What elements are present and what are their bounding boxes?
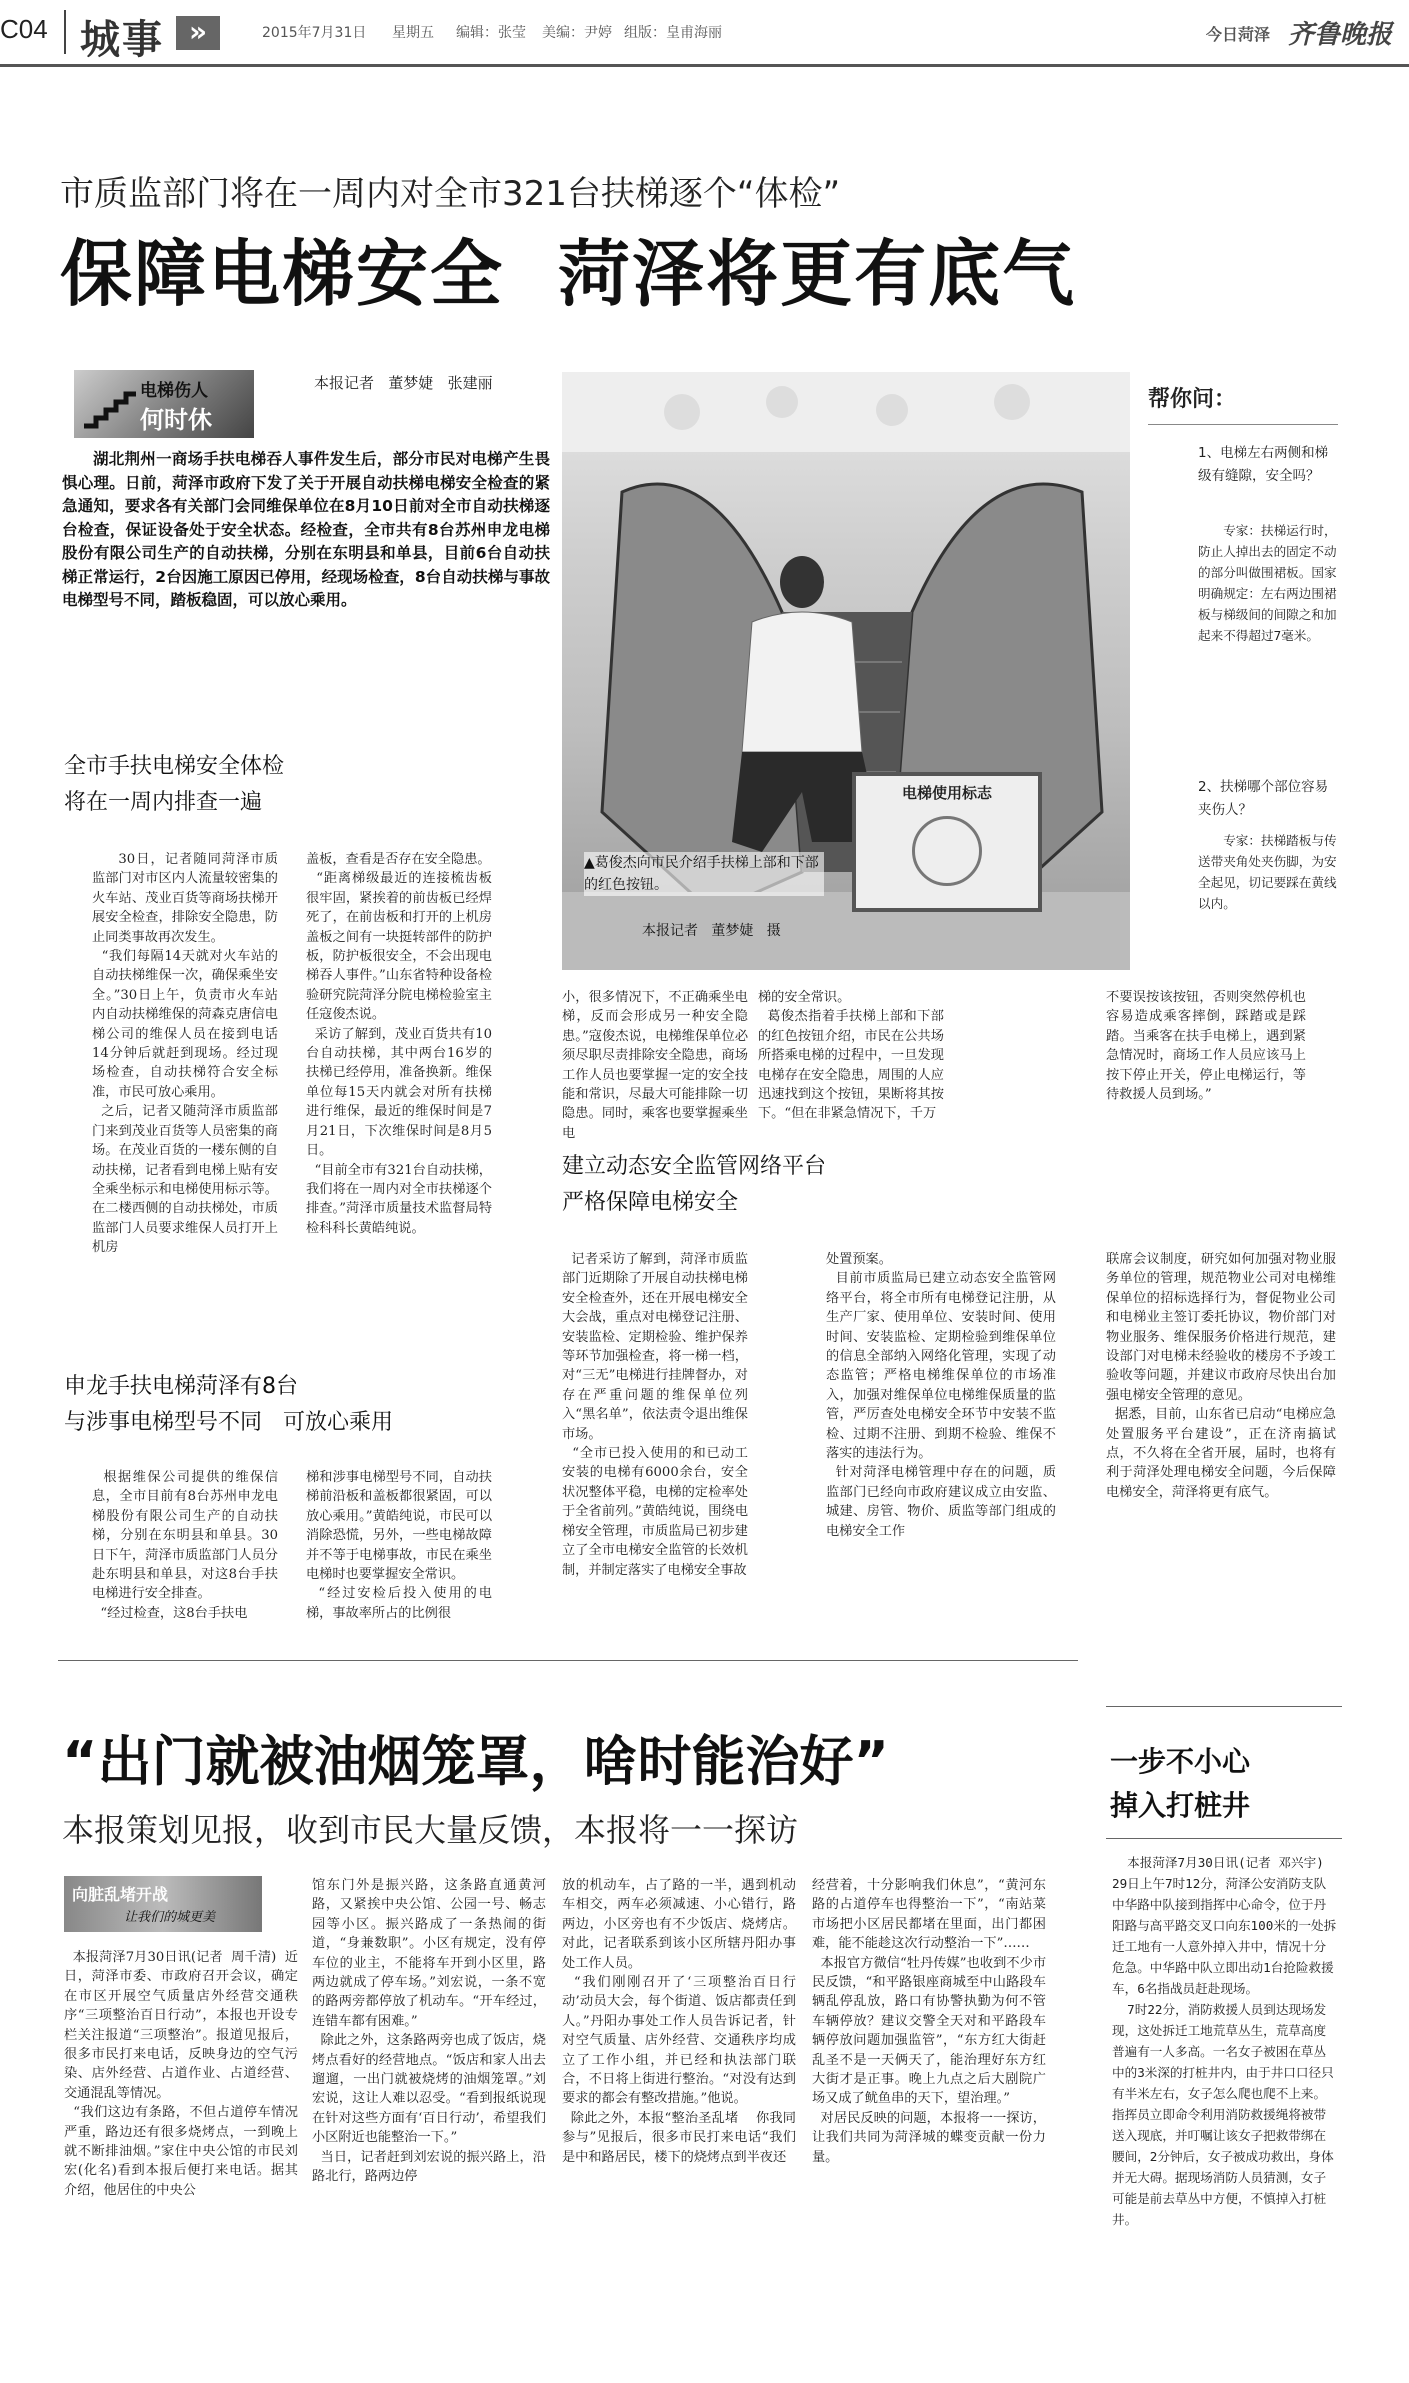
sidebar-title: 帮你问： bbox=[1148, 387, 1237, 412]
story2-headline: “出门就被油烟笼罩，啥时能治好” bbox=[62, 1730, 889, 1793]
story1-headline: 保障电梯安全 菏泽将更有底气 bbox=[60, 232, 1077, 316]
story2-col1: 本报菏泽7月30日讯(记者 周千清) 近日，菏泽市委、市政府召开会议，确定在市区开展空气质量店外经营交通秩序“三项整治百日行动”，本报也开设专栏关注报道“三项整治”。报道见报后，很多市民打来电话，反映身边的空气污染、店外经营、占道作业、占道经营、交通混乱等情况。 “我们这边有条路，不但占道停车情况严重，路边还有很多烧烤点，一到晚上就不断排油烟。”家住中央公馆的市民刘宏(化名)看到本报后便打来电话。据其介绍，他居住的中央公 bbox=[64, 1950, 298, 2198]
escalator-icon bbox=[82, 376, 138, 432]
sidebar-q2: 2、扶梯哪个部位容易夹伤人？ bbox=[1198, 779, 1329, 818]
header-weekday: 星期五 bbox=[392, 25, 434, 41]
campaign-logo-sub: 让我们的城更美 bbox=[124, 1910, 216, 1925]
subhead-2-line1: 申龙手扶电梯菏泽有8台 bbox=[64, 1374, 298, 1399]
subhead-3-line2: 严格保障电梯安全 bbox=[562, 1190, 739, 1215]
story1-col1-a: 30日，记者随同菏泽市质监部门对市区内人流量较密集的火车站、茂业百货等商场扶梯开展安全检查，排除安全隐患，防止同类事故再次发生。 “我们每隔14天就对火车站的自动扶梯维保一次，确保乘坐安全。”30日上午，负责市火车站内自动扶梯维保的菏森克唐信电梯公司的维保人员在接到电话14分钟后就赶到现场。经过现场检查，自动扶梯符合安全标准，市民可放心乘用。 之后，记者又随菏泽市质监部门来到茂业百货等人员密集的商场。在茂业百货的一楼东侧的自动扶梯，记者看到电梯上贴有安全乘坐标示和电梯使用标示等。在二楼西侧的自动扶梯处，市质监部门人员要求维保人员打开上机房 bbox=[92, 852, 278, 1256]
section-chevron-icon: » bbox=[176, 16, 220, 50]
escalator-photo bbox=[562, 372, 1130, 970]
page-header bbox=[0, 0, 1409, 68]
photo-caption: ▲葛俊杰向市民介绍手扶梯上部和下部的红色按钮。 bbox=[584, 852, 824, 896]
sign-plaque-photo bbox=[852, 772, 1042, 912]
story3-headline-line2: 掉入打桩井 bbox=[1110, 1789, 1251, 1822]
story1-col2-b: 梯和涉事电梯型号不同，自动扶梯前沿板和盖板都很紧固，可以放心乘用。”黄皓纯说，市民可以消除恐慌，另外，一些电梯故障并不等于电梯事故，市民在乘坐电梯时也要掌握安全常识。 “经过安检后投入使用的电梯，事故率所占的比例很 bbox=[306, 1470, 492, 1621]
story2-col3: 放的机动车，占了路的一半，遇到机动车相交，两车必须减速、小心错行，路两边，小区旁也有不少饭店、烧烤店。对此，记者联系到该小区所辖丹阳办事处工作人员。 “我们刚刚召开了‘三项整治百日行动’动员大会，每个街道、饭店都责任到人。”丹阳办事处工作人员告诉记者，针对空气质量、店外经营、交通秩序均成立了工作小组，并已经和执法部门联合，不日将上街进行整治。“对没有达到要求的都会有整改措施。”他说。 除此之外，本报“整治圣乱堵 你我同参与”见报后，很多市民打来电话“我们是中和路居民，楼下的烧烤点到半夜还 bbox=[562, 1878, 796, 2165]
sidebar-ask bbox=[1148, 380, 1338, 920]
header-rule bbox=[0, 64, 1409, 67]
campaign-logo-text: 向脏乱堵开战 bbox=[72, 1885, 169, 1904]
page-number: C04 bbox=[0, 14, 48, 44]
section-title: 城事 bbox=[80, 17, 164, 63]
page-number-divider bbox=[64, 10, 66, 54]
photo-credit: 本报记者 董梦婕 摄 bbox=[642, 923, 781, 939]
story2-col2: 馆东门外是振兴路，这条路直通黄河路，又紧挨中央公馆、公园一号、畅志园等小区。振兴路成了一条热闹的街道，“身兼数职”。小区有规定，没有停车位的业主，不能将车开到小区里，路两边就成了停车场。”刘宏说，一条不宽的路两旁都停放了机动车。“开车经过，连错车都有困难。” 除此之外，这条路两旁也成了饭店，烧烤点看好的经营地点。“饭店和家人出去遛遛，一出门就被烧烤的油烟笼罩。”刘宏说，这让人难以忍受。“看到报纸说现在针对这些方面有‘百日行动’，希望我们小区附近也能整治一下。” 当日，记者赶到刘宏说的振兴路上，沿路北行，路两边停 bbox=[312, 1878, 546, 2185]
header-art: 美编：尹婷 bbox=[542, 25, 612, 41]
subhead-1-line1: 全市手扶电梯安全体检 bbox=[64, 754, 285, 779]
story1-col3-a: 小，很多情况下，不正确乘坐电梯，反而会形成另一种安全隐患。”寇俊杰说，电梯维保单位必须尽职尽责排除安全隐患，商场工作人员也要掌握一定的安全技能和常识，尽最大可能排除一切隐患。同时，乘客也要掌握乘坐电 bbox=[562, 990, 748, 1141]
story1-col3-b: 记者采访了解到，菏泽市质监部门近期除了开展自动扶梯电梯安全检查外，还在开展电梯安全大会战，重点对电梯登记注册、安装监检、定期检验、维护保养等环节加强检查，将一梯一档，对“三无”电梯进行挂牌督办，对存在严重问题的维保单位列入“黑名单”，依法责令退出维保市场。 “全市已投入使用的和已动工安装的电梯有6000余台，安全状况整体平稳，电梯的定检率处于全省前列。”黄皓纯说，围绕电梯安全管理，市质监局已初步建立了全市电梯安全监管的长效机制，并制定落实了电梯安全事故 bbox=[562, 1252, 748, 1578]
story1-col4-b: 处置预案。 目前市质监局已建立动态安全监管网络平台，将全市所有电梯登记注册，从生产厂家、使用单位、安装时间、使用时间、安装监检、定期检验到维保单位的信息全部纳入网络化管理，实现了动态监管；严格电梯维保单位的市场准入，加强对维保单位电梯维保质量的监管，严厉查处电梯安全环节中安装不监检、过期不注册、到期不检验、维保不落实的违法行为。 针对菏泽电梯管理中存在的问题，质监部门已经向市政府建议成立由安监、城建、房管、物价、质监等部门组成的电梯安全工作 bbox=[826, 1252, 1057, 1539]
sign-plaque-seal bbox=[912, 816, 982, 886]
tag-line1: 电梯伤人 bbox=[140, 381, 208, 401]
story1-lead: 湖北荆州一商场手扶电梯吞人事件发生后，部分市民对电梯产生畏惧心理。日前，菏泽市政府下发了关于开展自动扶梯电梯安全检查的紧急通知，要求各有关部门会同维保单位在8月10日前对全市自动扶梯逐台检查，保证设备处于安全状态。经检查，全市共有8台苏州申龙电梯股份有限公司生产的自动扶梯，分别在东明县和单县，目前6台自动扶梯正常运行，2台因施工原因已停用，经现场检查，8台自动扶梯与事故电梯型号不同，踏板稳固，可以放心乘用。 bbox=[62, 450, 550, 609]
story3-body: 本报菏泽7月30日讯(记者 邓兴宇) 29日上午7时12分，菏泽公安消防支队中华路中队接到指挥中心命令，位于丹阳路与高平路交叉口向东100米的一处拆迁工地有一人意外掉入井中，情况十分危急。中华路中队立即出动1台抢险救援车，6名指战员赶赴现场。 7时22分，消防救援人员到达现场发现，这处拆迁工地荒草丛生，荒草高度普遍有一人多高。一名女子被困在草丛中的3米深的打桩井内，由于井口口径只有半米左右，女子怎么爬也爬不上来。指挥员立即命令利用消防救援绳将被带送入现底，并叮嘱让该女子把救带绑在腰间，2分钟后，女子被成功救出，身体并无大碍。据现场消防人员猜测，女子可能是前去草丛中方便，不慎掉入打桩井。 bbox=[1112, 1855, 1337, 2227]
header-editor: 编辑：张莹 bbox=[456, 25, 526, 41]
subhead-1-line2: 将在一周内排查一遍 bbox=[64, 790, 263, 815]
story1-byline: 本报记者 董梦婕 张建丽 bbox=[314, 374, 493, 392]
header-proof: 组版：皇甫海丽 bbox=[624, 25, 722, 41]
story1-col5-a: 不要误按该按钮，否则突然停机也容易造成乘客摔倒，踩踏或是踩踏。当乘客在扶手电梯上，遇到紧急情况时，商场工作人员应该马上按下停止开关，停止电梯运行，等待救援人员到场。” bbox=[1106, 990, 1306, 1103]
campaign-logo bbox=[64, 1876, 262, 1932]
story1-col2-a: 盖板，查看是否存在安全隐患。 “距离梯级最近的连接梳齿板很牢固，紧挨着的前齿板已经焊死了，在前齿板和打开的上机房盖板之间有一块挺转部件的防护板，防护板很安全，不会出现电梯吞人事件。”山东省特种设备检验研究院菏泽分院电梯检验室主任寇俊杰说。 采访了解到，茂业百货共有10台自动扶梯，其中两台16岁的扶梯已经停用，准备换新。维保单位每15天内就会对所有扶梯进行维保，最近的维保时间是7月21日，下次维保时间是8月5日。 “目前全市有321台自动扶梯，我们将在一周内对全市扶梯逐个排查。”菏泽市质量技术监督局特检科科长黄皓纯说。 bbox=[306, 852, 493, 1236]
story1-col4-a: 梯的安全常识。 葛俊杰指着手扶梯上部和下部的红色按钮介绍，市民在公共场所搭乘电梯的过程中，一旦发现电梯存在安全隐患，周围的人应迅速找到这个按钮，果断将其按下。“但在非紧急情况下，千万 bbox=[758, 990, 944, 1122]
subhead-3-line1: 建立动态安全监管网络平台 bbox=[562, 1154, 827, 1179]
story2-col4: 经营着，十分影响我们休息”，“黄河东路的占道停车也得整治一下”，“南站菜市场把小区居民都堵在里面，出门都困难，能不能趁这次行动整治一下”…… 本报官方微信“牡丹传媒”也收到不少市民反馈，“和平路银座商城至中山路段车辆乱停乱放，路口有协警执勤为何不管车辆停放？建议交警全天对和平路段车辆停放问题加强监管”，“东方红大街赶乱圣不是一天俩天了，能治理好东方红大街才是正事。晚上九点之后大剧院广场又成了鱿鱼串的天下，望治理。” 对居民反映的问题，本报将一一探访，让我们共同为菏泽城的蝶变贡献一份力量。 bbox=[812, 1878, 1047, 2165]
story1-col1-b: 根据维保公司提供的维保信息，全市目前有8台苏州申龙电梯股份有限公司生产的自动扶梯，分别在东明县和单县。30日下午，菏泽市质监部门人员分赴东明县和单县，对这8台手扶电梯进行安全排查。 “经过检查，这8台手扶电 bbox=[92, 1470, 279, 1621]
story-divider bbox=[58, 1660, 1078, 1661]
header-date: 2015年7月31日 bbox=[262, 25, 367, 41]
sidebar-q1: 1、电梯左右两侧和梯级有缝隙，安全吗？ bbox=[1198, 445, 1329, 484]
newspaper-logo: 齐鲁晚报 bbox=[1288, 20, 1393, 50]
sign-plaque-title: 电梯使用标志 bbox=[901, 784, 992, 802]
story1-col5-b: 联席会议制度，研究如何加强对物业服务单位的管理，规范物业公司对电梯维保单位的招标选择行为，督促物业公司和电梯业主签订委托协议，物价部门对物业服务、维保服务价格进行规范，建设部门对电梯未经验收的楼房不予竣工验收等问题，并建议市政府尽快出台加强电梯安全管理的意见。 据悉，目前，山东省已启动“电梯应急处置服务平台建设”，正在济南搞试点，不久将在全省开展，届时，也将有利于菏泽处理电梯安全问题，今后保障电梯安全，菏泽将更有底气。 bbox=[1106, 1252, 1336, 1500]
story3-headline-rule bbox=[1106, 1838, 1342, 1839]
story1-tag-graphic bbox=[74, 370, 254, 438]
subhead-2-line2: 与涉事电梯型号不同 可放心乘用 bbox=[64, 1410, 393, 1435]
header-brand-small: 今日菏泽 bbox=[1206, 25, 1271, 44]
sidebar-title-rule bbox=[1148, 424, 1338, 425]
story3-headline-line1: 一步不小心 bbox=[1110, 1745, 1251, 1778]
story2-subheadline: 本报策划见报，收到市民大量反馈，本报将一一探访 bbox=[62, 1811, 799, 1849]
tag-line2: 何时休 bbox=[140, 406, 212, 434]
sidebar-a1: 专家：扶梯运行时，防止人掉出去的固定不动的部分叫做围裙板。国家明确规定：左右两边围裙板与梯级间的间隙之和加起来不得超过7毫米。 bbox=[1198, 523, 1337, 643]
story1-kicker: 市质监部门将在一周内对全市321台扶梯逐个“体检” bbox=[60, 174, 841, 214]
sidebar-a2: 专家：扶梯踏板与传送带夹角处夹伤脚，为安全起见，切记要踩在黄线以内。 bbox=[1198, 833, 1337, 911]
story3-top-rule bbox=[1106, 1706, 1342, 1707]
